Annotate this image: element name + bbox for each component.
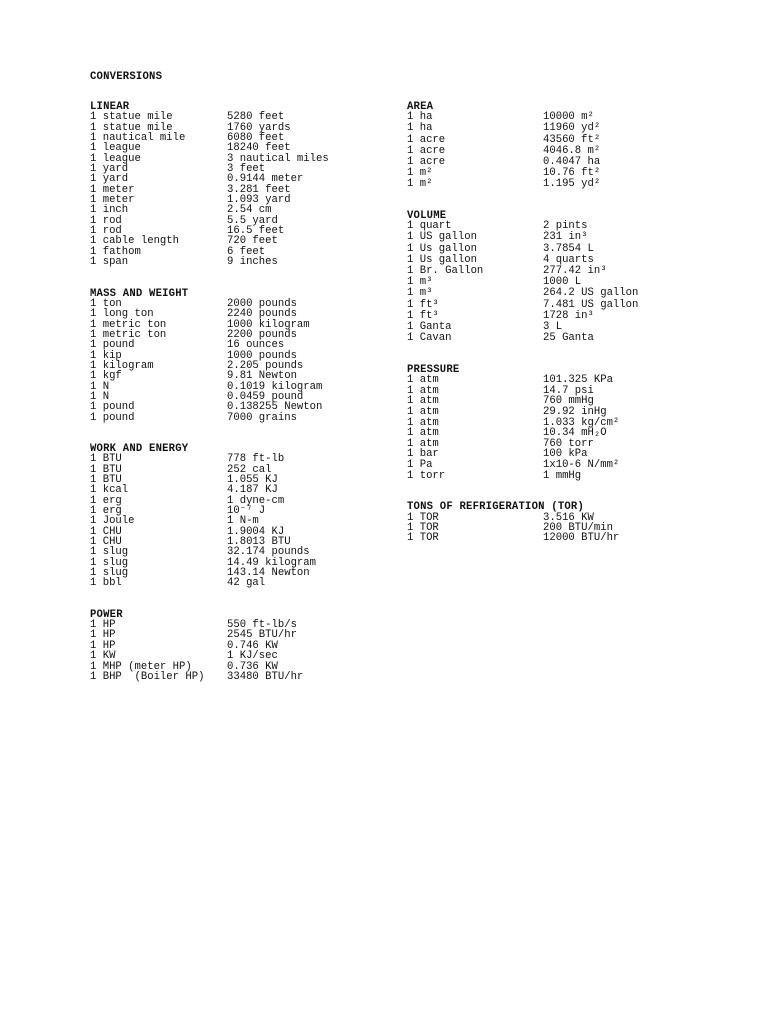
unit-equivalent: 0.746 KW: [227, 639, 278, 652]
conversion-row: [90, 339, 285, 352]
unit-equivalent: 7000 grains: [227, 411, 297, 424]
unit-from: 1 US gallon: [407, 231, 477, 244]
section-power: [90, 608, 304, 683]
unit-from: 1 BTU: [90, 453, 122, 466]
conversion-list: [407, 220, 639, 344]
unit-equivalent: 42 gal: [227, 577, 266, 590]
unit-from: 1 Us gallon: [407, 253, 477, 266]
unit-from: 1 kgf: [90, 370, 122, 383]
unit-equivalent: 6 feet: [227, 245, 266, 258]
unit-from: 1 span: [90, 256, 129, 269]
conversion-row: [407, 287, 639, 300]
left-column: [90, 101, 329, 703]
right-column: [407, 101, 639, 565]
unit-equivalent: 1.055 KJ: [227, 474, 278, 486]
section-pressure: [407, 363, 620, 482]
unit-equivalent: 1760 yards: [227, 121, 291, 134]
unit-from: 1 erg: [90, 494, 122, 507]
unit-equivalent: 3.516 KW: [543, 511, 594, 524]
unit-from: 1 acre: [407, 144, 446, 157]
unit-equivalent: 1.033 kg/cm²: [543, 416, 620, 429]
section-volume: [407, 210, 639, 344]
unit-equivalent: 2000 pounds: [227, 297, 297, 310]
unit-from: 1 atm: [407, 427, 439, 440]
conversion-row: [90, 577, 266, 590]
unit-from: 1 Br. Gallon: [407, 264, 484, 277]
section-title: TONS OF REFRIGERATION (TOR): [407, 501, 585, 514]
unit-from: 1 league: [90, 152, 141, 165]
unit-from: 1 rod: [90, 225, 122, 238]
unit-equivalent: 25 Ganta: [543, 331, 594, 344]
unit-equivalent: 3 feet: [227, 163, 266, 176]
unit-from: 1 BHP (Boiler HP): [90, 670, 205, 683]
unit-equivalent: 1000 kilogram: [227, 318, 310, 331]
unit-equivalent: 16.5 feet: [227, 225, 285, 238]
unit-equivalent: 0.0459 pound: [227, 390, 304, 403]
conversion-list: [90, 297, 323, 424]
section-area: [407, 101, 601, 190]
unit-equivalent: 10.76 ft²: [543, 166, 601, 179]
unit-equivalent: 1728 in³: [543, 309, 594, 322]
unit-from: 1 rod: [90, 214, 122, 227]
unit-equivalent: 1 mmHg: [543, 469, 582, 482]
unit-from: 1 slug: [90, 546, 129, 559]
conversion-row: [407, 298, 639, 311]
unit-equivalent: 12000 BTU/hr: [543, 532, 620, 545]
unit-from: 1 ton: [90, 297, 122, 310]
unit-from: 1 m³: [407, 275, 433, 288]
unit-from: 1 pound: [90, 411, 135, 424]
unit-equivalent: 2.54 cm: [227, 204, 272, 217]
unit-equivalent: 9.81 Newton: [227, 370, 297, 383]
unit-from: 1 TOR: [407, 532, 439, 545]
section-title: LINEAR: [90, 101, 130, 113]
unit-equivalent: 1.8013 BTU: [227, 536, 291, 549]
unit-from: 1 m³: [407, 287, 433, 300]
unit-equivalent: 1x10-6 N/mm²: [543, 458, 620, 471]
unit-from: 1 kcal: [90, 484, 129, 497]
section-title: WORK AND ENERGY: [90, 442, 189, 455]
unit-equivalent: 2 pints: [543, 220, 588, 233]
conversion-list: [90, 453, 317, 590]
unit-from: 1 pound: [90, 401, 135, 414]
conversion-row: [407, 122, 601, 135]
unit-from: 1 BTU: [90, 474, 122, 486]
unit-equivalent: 32.174 pounds: [227, 546, 310, 559]
unit-from: 1 kip: [90, 349, 122, 362]
unit-from: 1 cable length: [90, 235, 180, 248]
unit-equivalent: 101.325 KPa: [543, 374, 613, 387]
unit-from: 1 KW: [90, 650, 116, 663]
unit-equivalent: 200 BTU/min: [543, 521, 613, 534]
conversion-list: [407, 374, 620, 482]
unit-from: 1 atm: [407, 406, 439, 418]
section-title: MASS AND WEIGHT: [90, 287, 189, 300]
unit-from: 1 BTU: [90, 463, 122, 476]
unit-equivalent: 10000 m²: [543, 111, 594, 124]
section-title: POWER: [90, 608, 123, 621]
unit-from: 1 Cavan: [407, 331, 452, 344]
unit-from: 1 CHU: [90, 536, 122, 549]
unit-from: 1 erg: [90, 505, 122, 518]
unit-from: 1 Joule: [90, 515, 135, 528]
unit-from: 1 yard: [90, 163, 129, 176]
unit-equivalent: 33480 BTU/hr: [227, 670, 304, 683]
conversion-row: [90, 411, 297, 424]
section-linear: [90, 101, 329, 269]
unit-equivalent: 14.49 kilogram: [227, 556, 317, 569]
conversion-list: [90, 111, 329, 269]
unit-from: 1 ha: [407, 122, 433, 135]
unit-from: 1 statue mile: [90, 121, 173, 134]
unit-from: 1 quart: [407, 220, 452, 233]
section-title: PRESSURE: [407, 363, 460, 376]
unit-equivalent: 3 nautical miles: [227, 152, 329, 165]
unit-from: 1 atm: [407, 437, 439, 450]
conversion-row: [90, 256, 278, 269]
conversion-row: [407, 406, 607, 418]
unit-equivalent: 264.2 US gallon: [543, 287, 639, 300]
unit-equivalent: 2200 pounds: [227, 328, 297, 341]
conversion-list: [90, 619, 304, 683]
unit-equivalent: 14.7 psi: [543, 384, 594, 397]
unit-equivalent: 10.34 mH₂O: [543, 427, 607, 440]
unit-from: 1 torr: [407, 469, 446, 482]
unit-equivalent: 550 ft-lb/s: [227, 619, 297, 632]
conversion-row: [407, 242, 594, 255]
unit-from: 1 TOR: [407, 511, 439, 524]
conversion-list: [407, 111, 601, 190]
unit-equivalent: 6080 feet: [227, 132, 285, 145]
unit-from: 1 HP: [90, 629, 116, 642]
unit-from: 1 N: [90, 380, 110, 393]
unit-from: 1 metric ton: [90, 328, 167, 341]
unit-equivalent: 778 ft-lb: [227, 453, 285, 466]
unit-from: 1 N: [90, 390, 110, 403]
unit-equivalent: 1.093 yard: [227, 194, 291, 207]
unit-from: 1 slug: [90, 556, 129, 569]
document-title: CONVERSIONS: [90, 71, 163, 83]
unit-equivalent: 5280 feet: [227, 111, 285, 124]
section-title: AREA: [407, 101, 434, 113]
conversion-row: [407, 231, 588, 244]
unit-from: 1 slug: [90, 567, 129, 580]
unit-from: 1 bbl: [90, 577, 122, 590]
unit-from: 1 HP: [90, 619, 116, 632]
unit-from: 1 atm: [407, 384, 439, 397]
unit-equivalent: 2240 pounds: [227, 308, 297, 321]
conversion-row: [407, 331, 594, 344]
unit-from: 1 pound: [90, 339, 135, 352]
unit-equivalent: 1.9004 KJ: [227, 525, 285, 538]
unit-from: 1 metric ton: [90, 318, 167, 331]
unit-from: 1 atm: [407, 374, 439, 387]
unit-equivalent: 1000 pounds: [227, 349, 297, 362]
conversion-row: [90, 650, 278, 663]
section-title: VOLUME: [407, 210, 447, 222]
unit-from: 1 ft³: [407, 298, 439, 311]
section-mass-and-weight: [90, 287, 323, 424]
unit-equivalent: 5.5 yard: [227, 214, 278, 227]
unit-equivalent: 4 quarts: [543, 253, 594, 266]
conversion-row: [407, 133, 601, 146]
unit-equivalent: 0.9144 meter: [227, 173, 304, 186]
unit-from: 1 m²: [407, 166, 433, 179]
unit-equivalent: 1000 L: [543, 275, 582, 288]
unit-from: 1 meter: [90, 183, 135, 196]
unit-from: 1 atm: [407, 416, 439, 429]
unit-equivalent: 760 torr: [543, 437, 594, 450]
unit-equivalent: 9 inches: [227, 256, 278, 269]
unit-from: 1 league: [90, 142, 141, 155]
unit-equivalent: 3.7854 L: [543, 242, 594, 255]
unit-from: 1 Pa: [407, 458, 433, 471]
unit-from: 1 TOR: [407, 521, 439, 534]
unit-from: 1 kilogram: [90, 359, 154, 372]
unit-from: 1 ha: [407, 111, 433, 124]
conversion-row: [407, 471, 584, 482]
unit-equivalent: 231 in³: [543, 231, 588, 244]
unit-equivalent: 1 dyne-cm: [227, 494, 285, 507]
unit-from: 1 atm: [407, 395, 439, 408]
unit-equivalent: 29.92 inHg: [543, 406, 607, 418]
conversion-row: [90, 670, 304, 683]
unit-from: 1 ft³: [407, 309, 439, 322]
unit-equivalent: 760 mmHg: [543, 395, 594, 408]
unit-from: 1 yard: [90, 173, 129, 186]
unit-equivalent: 11960 yd²: [543, 122, 601, 135]
unit-equivalent: 143.14 Newton: [227, 567, 310, 580]
unit-equivalent: 1.195 yd²: [543, 177, 601, 190]
unit-from: 1 inch: [90, 204, 129, 217]
unit-from: 1 Us gallon: [407, 242, 477, 255]
unit-from: 1 bar: [407, 448, 439, 461]
unit-equivalent: 4.187 KJ: [227, 484, 278, 497]
unit-from: 1 acre: [407, 133, 446, 146]
unit-equivalent: 277.42 in³: [543, 264, 607, 277]
section-work-and-energy: [90, 442, 317, 590]
conversion-row: [407, 458, 620, 471]
unit-from: 1 Ganta: [407, 320, 452, 333]
unit-equivalent: 2.205 pounds: [227, 359, 304, 372]
unit-equivalent: 3 L: [543, 320, 563, 333]
conversion-row: [407, 177, 601, 190]
unit-equivalent: 252 cal: [227, 463, 272, 476]
unit-equivalent: 1 N-m: [227, 515, 259, 528]
unit-equivalent: 43560 ft²: [543, 133, 601, 146]
unit-from: 1 long ton: [90, 308, 154, 321]
unit-from: 1 acre: [407, 155, 446, 168]
conversion-row: [90, 308, 297, 321]
unit-equivalent: 100 kPa: [543, 448, 588, 461]
unit-from: 1 nautical mile: [90, 132, 186, 145]
unit-equivalent: 10⁻⁷ J: [227, 505, 266, 518]
unit-equivalent: 2545 BTU/hr: [227, 629, 297, 642]
unit-from: 1 HP: [90, 639, 116, 652]
conversion-list: [407, 511, 620, 545]
unit-from: 1 MHP (meter HP): [90, 660, 192, 673]
unit-equivalent: 3.281 feet: [227, 183, 291, 196]
unit-equivalent: 7.481 US gallon: [543, 298, 639, 311]
unit-from: 1 statue mile: [90, 111, 173, 124]
unit-from: 1 CHU: [90, 525, 122, 538]
unit-from: 1 m²: [407, 177, 433, 190]
unit-equivalent: 0.4047 ha: [543, 155, 601, 168]
unit-equivalent: 0.138255 Newton: [227, 401, 323, 414]
unit-from: 1 meter: [90, 194, 135, 207]
section-tons-of-refrigeration: [407, 501, 620, 545]
conversion-row: [407, 532, 620, 545]
unit-equivalent: 0.736 KW: [227, 660, 278, 673]
unit-equivalent: 18240 feet: [227, 142, 291, 155]
unit-from: 1 fathom: [90, 245, 141, 258]
unit-equivalent: 16 ounces: [227, 339, 285, 352]
unit-equivalent: 1 KJ/sec: [227, 650, 278, 663]
unit-equivalent: 0.1019 kilogram: [227, 380, 323, 393]
unit-equivalent: 4046.8 m²: [543, 144, 601, 157]
unit-equivalent: 720 feet: [227, 235, 278, 248]
